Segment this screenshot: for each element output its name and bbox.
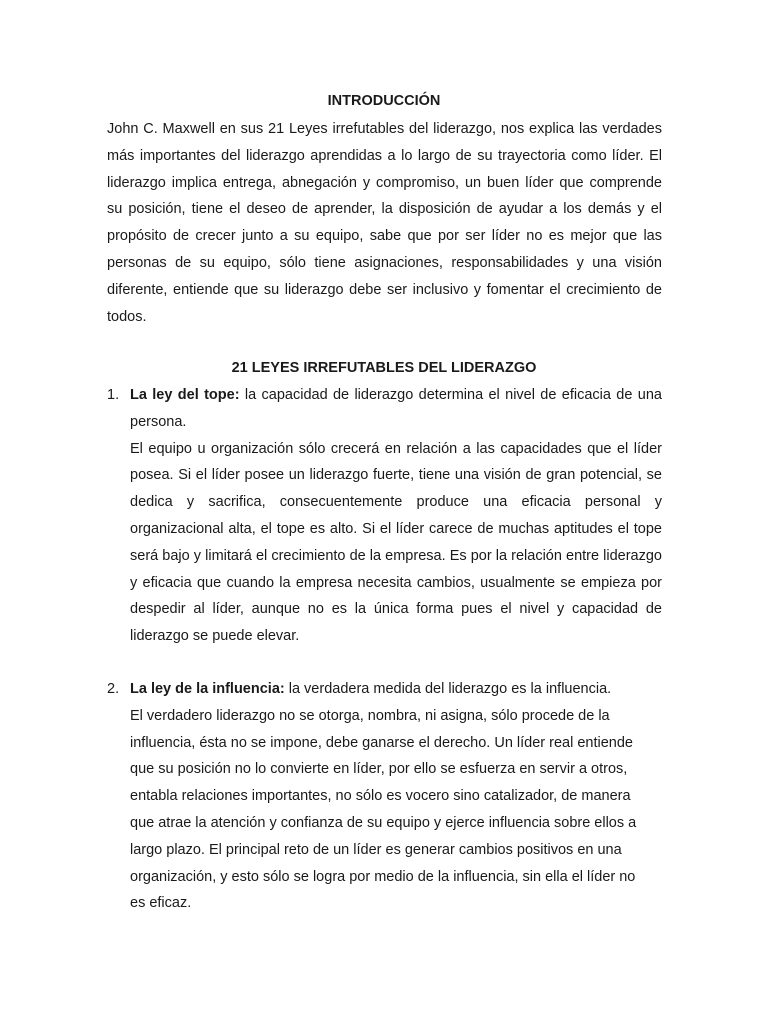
law-title: La ley del tope:: [130, 387, 240, 403]
law-body: El equipo u organización sólo crecerá en relación a las capacidades que el líder posea. Si el líder posee un liderazgo fuerte, tiene una visión de gran potencial, se dedica y sacrifica, consecuentemente produce una eficacia personal y organizacional alta, el tope es alto. Si el líder carece de muchas aptitudes el tope será bajo y limitará el crecimiento de la empresa. Es por la relación entre liderazgo y eficacia que cuando la empresa necesita cambios, usualmente se empieza por despedir al líder, aunque no es la única forma pues el nivel y capacidad de liderazgo se puede elevar.: [130, 440, 662, 645]
laws-heading: 21 LEYES IRREFUTABLES DEL LIDERAZGO: [231, 360, 537, 376]
law-number: 1.: [107, 387, 120, 403]
intro-heading: INTRODUCCIÓN: [327, 93, 441, 109]
intro-paragraph: John C. Maxwell en sus 21 Leyes irrefutables del liderazgo, nos explica las verdades más importantes del liderazgo aprendidas a lo largo de su trayectoria como líder. El liderazgo implica entrega, abnegación y compromiso, un buen líder que comprende su posición, tiene el deseo de aprender, la disposición de ayudar a los demás y el propósito de crecer junto a su equipo, sabe que por ser líder no es mejor que las personas de su equipo, sólo tiene asignaciones, responsabilidades y una visión diferente, entiende que su liderazgo debe ser inclusivo y fomentar el crecimiento de todos.: [107, 121, 662, 325]
law-summary: la verdadera medida del liderazgo es la influencia.: [284, 681, 612, 697]
law-content: [130, 676, 650, 917]
law-summary-line: [130, 382, 662, 436]
law-summary: la capacidad de liderazgo determina el nivel de eficacia de una persona.: [130, 387, 662, 430]
law-title: La ley de la influencia:: [130, 681, 285, 697]
law-body: El verdadero liderazgo no se otorga, nombra, ni asigna, sólo procede de la influencia, ésta no se impone, debe ganarse el derecho. Un líder real entiende que su posición no lo convierte en líder, por ello se esfuerza en servir a otros, entabla relaciones importantes, no sólo es vocero sino catalizador, de manera que atrae la atención y confianza de su equipo y ejerce influencia sobre ellos a largo plazo. El principal reto de un líder es generar cambios positivos en una organización, y esto sólo se logra por medio de la influencia, sin ella el líder no es eficaz.: [130, 707, 637, 912]
law-content: [130, 382, 662, 650]
law-summary-line: [130, 676, 650, 703]
law-number: 2.: [107, 681, 120, 697]
